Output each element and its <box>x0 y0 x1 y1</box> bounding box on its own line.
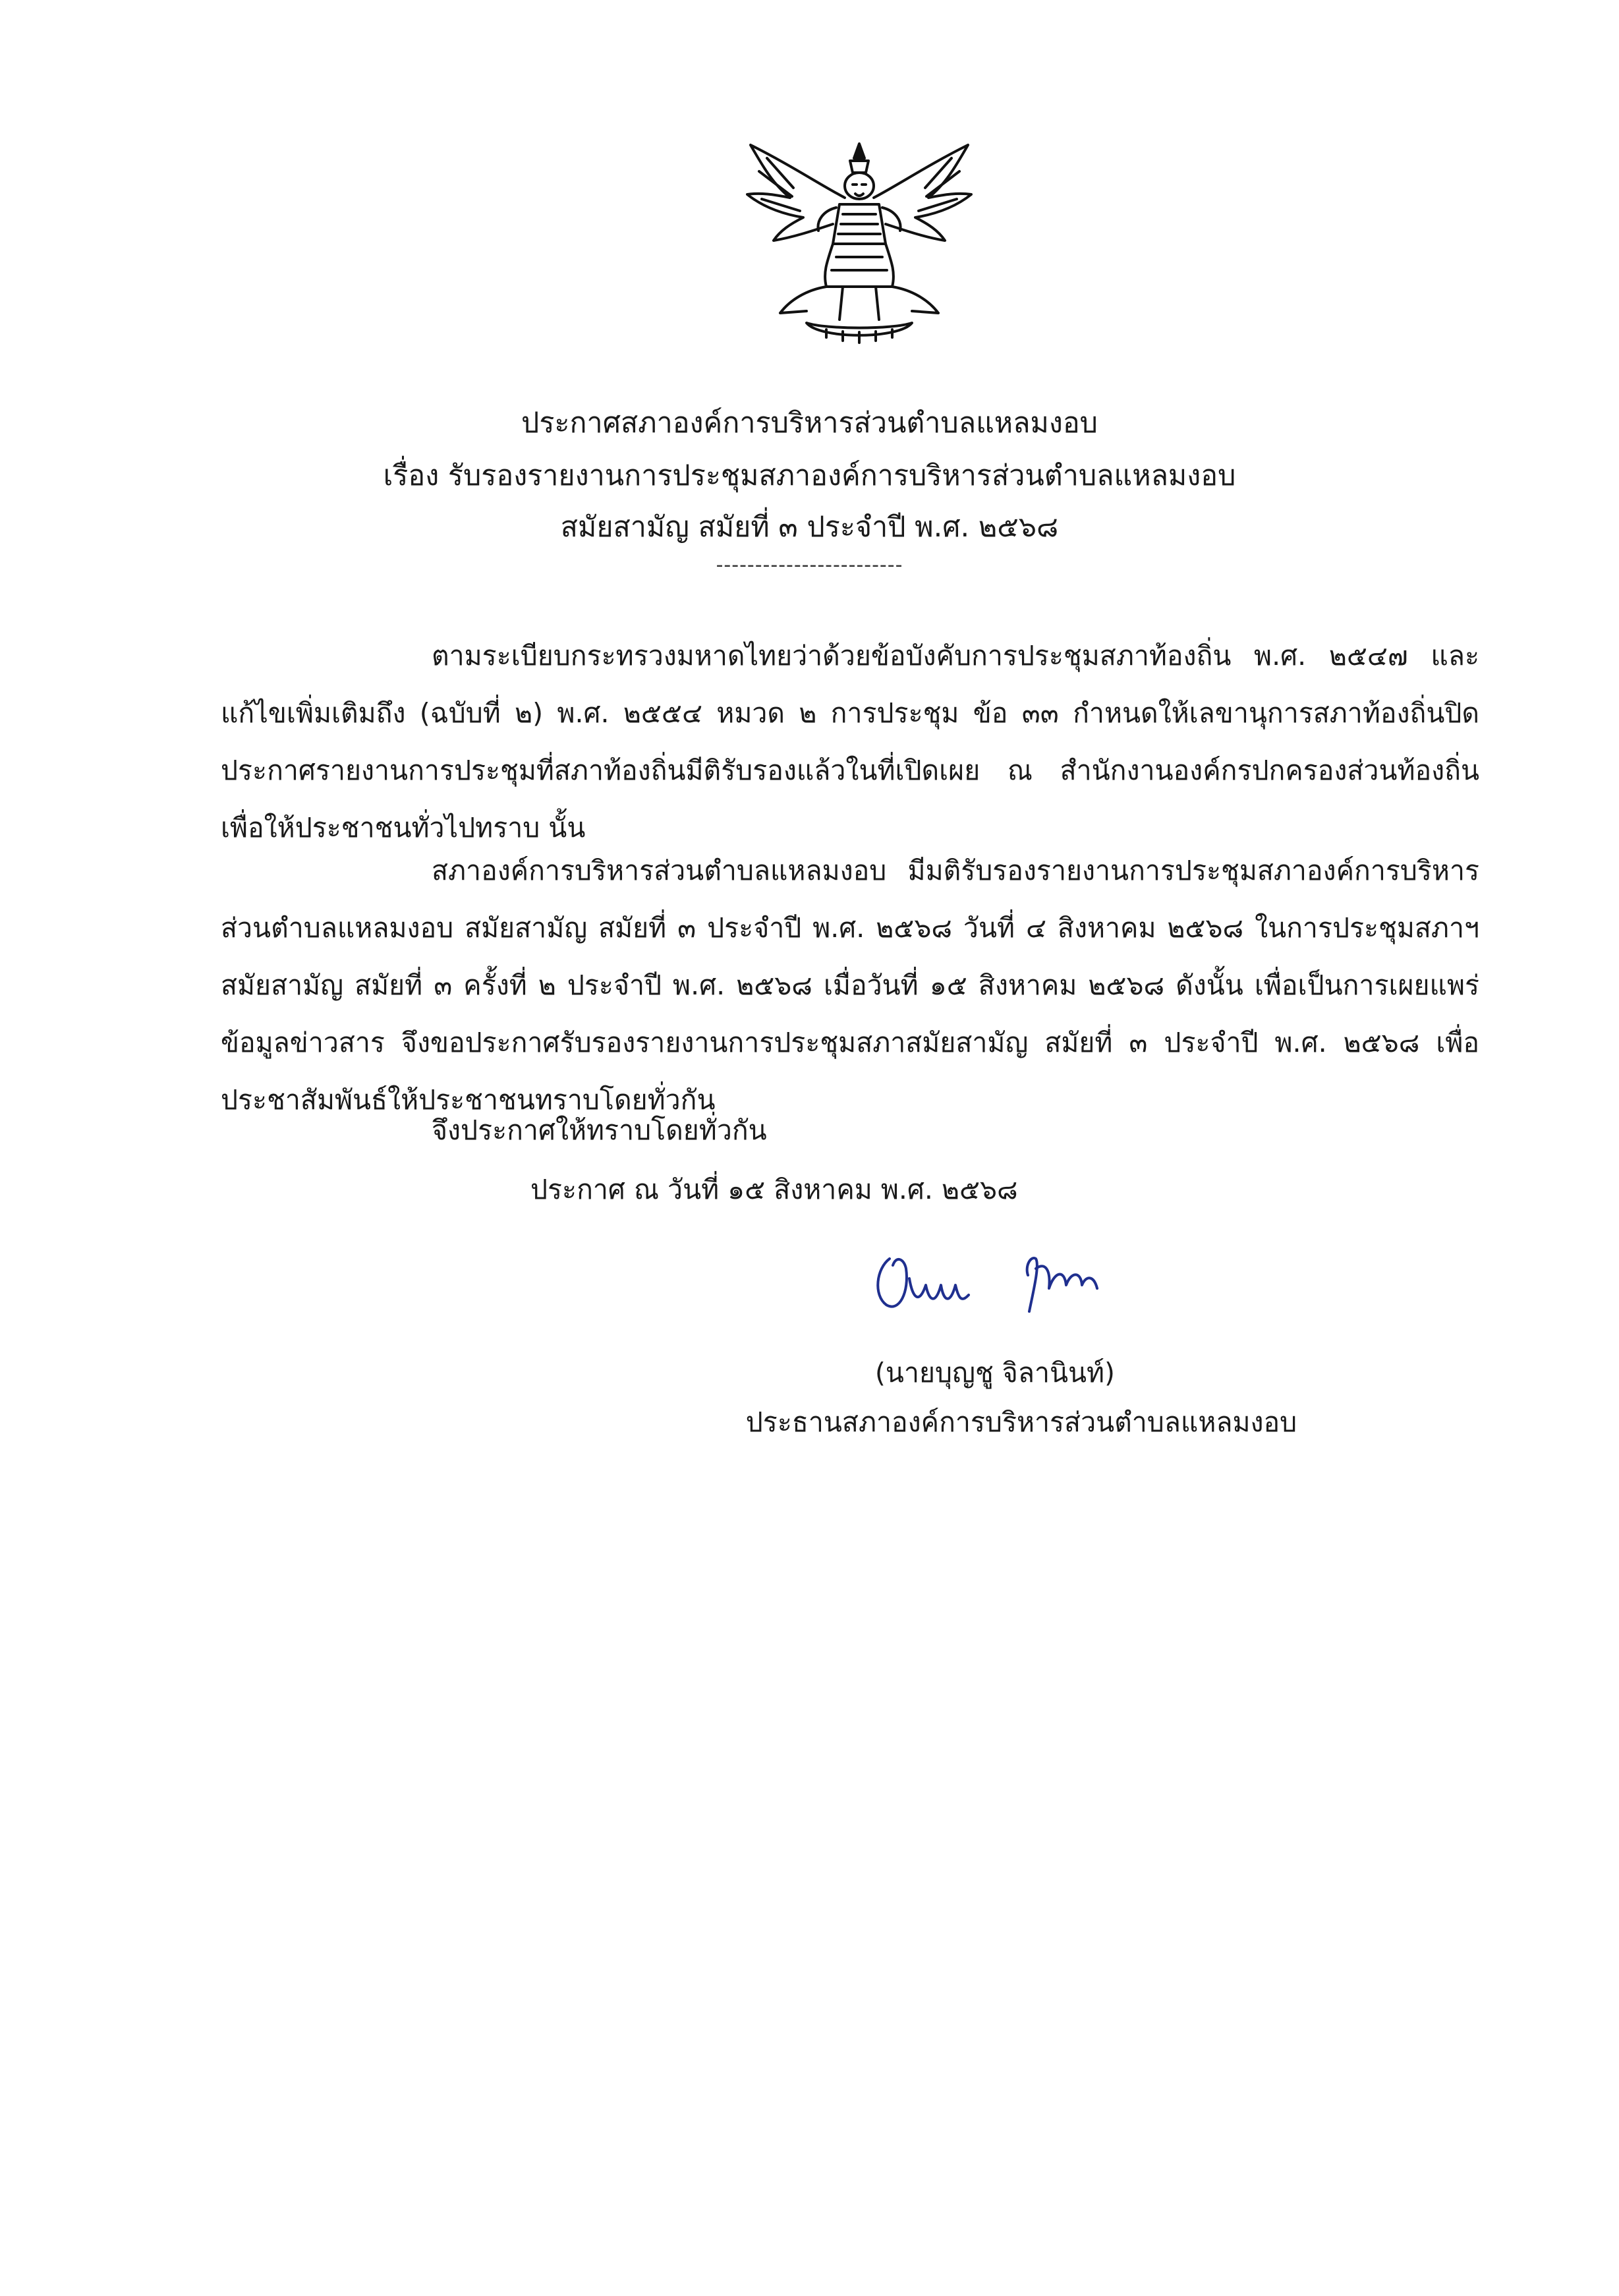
divider-rule: ------------------------ <box>716 554 903 577</box>
announcement-title: ประกาศสภาองค์การบริหารส่วนตำบลแหลมงอบ <box>521 407 1098 440</box>
garuda-emblem-icon <box>727 132 991 356</box>
handwritten-signature <box>863 1239 1166 1331</box>
signer-position: ประธานสภาองค์การบริหารส่วนตำบลแหลมงอบ <box>745 1406 1297 1438</box>
body-paragraph-1: ตามระเบียบกระทรวงมหาดไทยว่าด้วยข้อบังคับการประชุมสภาท้องถิ่น พ.ศ. ๒๕๔๗ และแก้ไขเพิ่มเติมถึง (ฉบับที่ ๒) พ.ศ. ๒๕๕๔ หมวด ๒ การประชุม ข้อ ๓๓ กำหนดให้เลขานุการสภาท้องถิ่นปิดประกาศรายงานการประชุมที่สภาท้องถิ่นมีติรับรองแล้วในที่เปิดเผย ณ สำนักงานองค์กรปกครองส่วนท้องถิ่น เพื่อให้ประชาชนทั่วไปทราบ นั้น <box>221 640 1479 844</box>
announcement-dateline: ประกาศ ณ วันที่ ๑๕ สิงหาคม พ.ศ. ๒๕๖๘ <box>530 1174 1018 1205</box>
announcement-subject: เรื่อง รับรองรายงานการประชุมสภาองค์การบริหารส่วนตำบลแหลมงอบ <box>383 459 1236 492</box>
closing-statement: จึงประกาศให้ทราบโดยทั่วกัน <box>432 1114 767 1146</box>
signer-name: (นายบุญชู จิลานินท์) <box>874 1357 1116 1389</box>
announcement-session: สมัยสามัญ สมัยที่ ๓ ประจำปี พ.ศ. ๒๕๖๘ <box>560 511 1059 544</box>
body-paragraph-2: สภาองค์การบริหารส่วนตำบลแหลมงอบ มีมติรับรองรายงานการประชุมสภาองค์การบริหารส่วนตำบลแหลมงอบ สมัยสามัญ สมัยที่ ๓ ประจำปี พ.ศ. ๒๕๖๘ วันที่ ๔ สิงหาคม ๒๕๖๘ ในการประชุมสภาฯ สมัยสามัญ สมัยที่ ๓ ครั้งที่ ๒ ประจำปี พ.ศ. ๒๕๖๘ เมื่อวันที่ ๑๕ สิงหาคม ๒๕๖๘ ดังนั้น เพื่อเป็นการเผยแพร่ข้อมูลข่าวสาร จึงขอประกาศรับรองรายงานการประชุมสภาสมัยสามัญ สมัยที่ ๓ ประจำปี พ.ศ. ๒๕๖๘ เพื่อประชาสัมพันธ์ให้ประชาชนทราบโดยทั่วกัน <box>221 855 1479 1116</box>
